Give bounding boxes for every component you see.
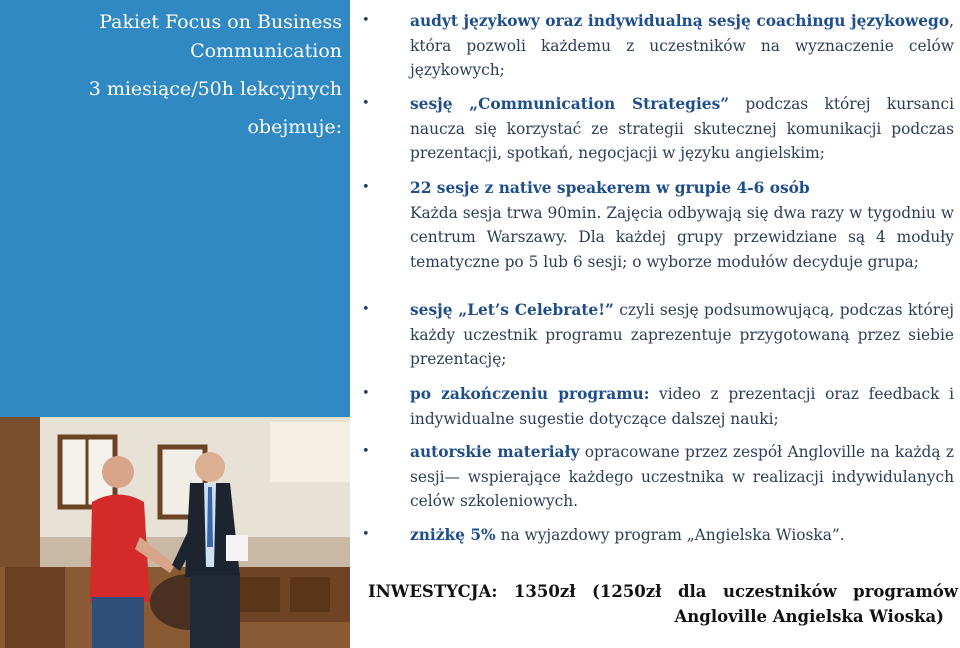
bullet-icon: • — [362, 13, 370, 28]
item-bold-text: autorskie materiały — [410, 443, 580, 461]
bullet-icon: • — [362, 302, 370, 317]
list-item — [362, 92, 954, 166]
bullet-icon: • — [362, 96, 370, 111]
handshake-photo-image — [0, 417, 350, 648]
bullet-icon: • — [362, 386, 370, 401]
package-subtitle-line1: 3 miesiące/50h lekcyjnych — [88, 78, 342, 100]
package-subtitle-line2: obejmuje: — [247, 116, 342, 138]
bullet-icon: • — [362, 527, 370, 542]
bullet-icon: • — [362, 180, 370, 195]
list-item — [362, 382, 954, 431]
item-text: , która pozwoli każdemu z uczestników na wyznaczenie celów językowych; — [410, 12, 954, 79]
item-text: na wyjazdowy program „Angielska Wioska”. — [495, 526, 845, 544]
sidebar-panel — [0, 0, 350, 417]
item-text: czyli sesję podsumowującą, podczas której każdy uczestnik programu zaprezentuje przygotowaną przez siebie prezentację; — [410, 301, 954, 368]
item-bold-text: audyt językowy oraz indywidualną sesję coachingu językowego — [410, 12, 950, 30]
list-item — [362, 523, 954, 548]
list-item — [362, 298, 954, 372]
item-bold-text: sesję „Let’s Celebrate!” — [410, 301, 614, 319]
item-bold-text: po zakończeniu programu: — [410, 385, 650, 403]
list-item — [362, 176, 954, 274]
item-bold-text: sesję „Communication Strategies” — [410, 95, 730, 113]
item-text: opracowane przez zespół Angloville na każdą z sesji— wspierające każdego uczestnika w realizacji indywidulanych celów szkoleniowych. — [410, 443, 954, 510]
package-subtitle — [12, 74, 342, 142]
package-title-line1: Pakiet Focus on Business — [99, 11, 342, 33]
list-item — [362, 440, 954, 514]
package-title-line2: Communication — [190, 40, 342, 62]
investment-line2: Angloville Angielska Wioska) — [674, 607, 944, 626]
investment-line1: INWESTYCJA: 1350zł (1250zł dla uczestników programów — [368, 582, 958, 601]
item-bold-text: zniżkę 5% — [410, 526, 496, 544]
package-title — [12, 8, 342, 66]
bullet-icon: • — [362, 444, 370, 459]
investment-price — [368, 579, 958, 629]
handshake-photo — [0, 417, 350, 648]
item-text: Każda sesja trwa 90min. Zajęcia odbywają się dwa razy w tygodniu w centrum Warszawy. Dla każdej grupy przewidziane są 4 moduły tematyczne po 5 lub 6 sesji; o wyborze modułów decyduje grupa; — [410, 203, 954, 271]
item-bold-text: 22 sesje z native speakerem w grupie 4-6 osób — [410, 179, 810, 197]
list-item — [362, 9, 954, 83]
item-text: podczas której kursanci naucza się korzystać ze strategii skutecznej komunikacji podczas prezentacji, spotkań, negocjacji w języku angielskim; — [410, 95, 954, 162]
item-text: video z prezentacji oraz feedback i indywidualne sugestie dotyczące dalszej nauki; — [410, 385, 955, 428]
